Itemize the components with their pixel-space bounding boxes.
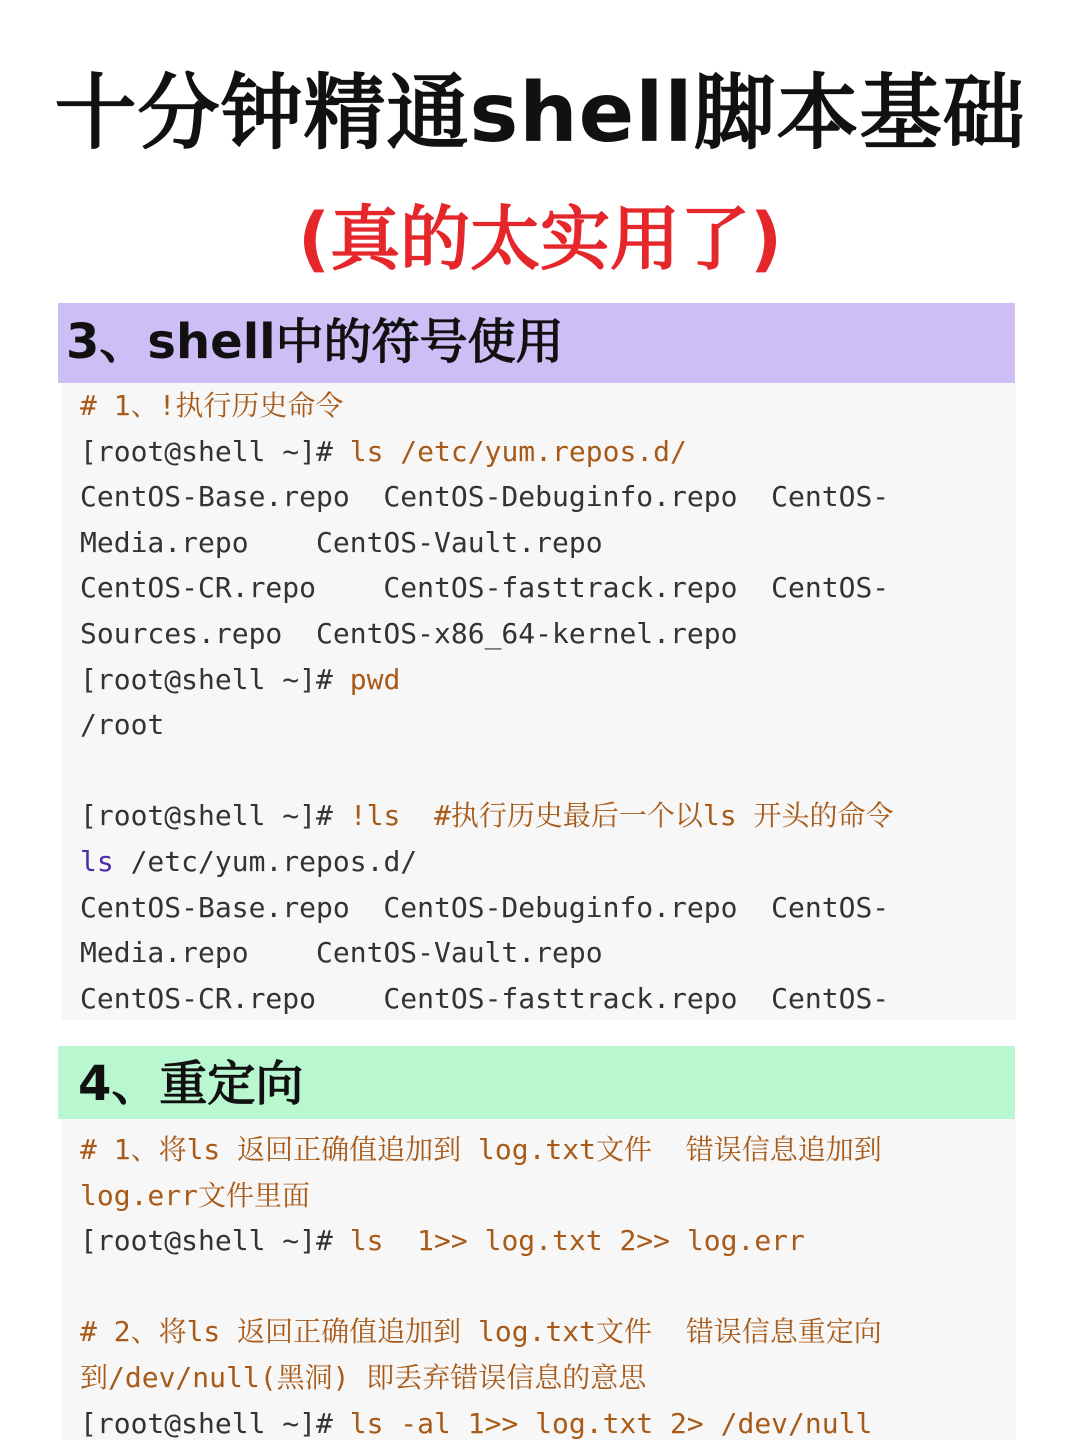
code-line — [80, 930, 1016, 976]
command-output: Sources.repo CentOS-x86_64-kernel.repo — [80, 616, 738, 650]
code-line — [80, 474, 1016, 520]
code-comment: log.err文件里面 — [80, 1178, 311, 1212]
code-line — [80, 1127, 1016, 1173]
shell-command: ls /etc/yum.repos.d/ — [349, 434, 687, 468]
command-output: Media.repo CentOS-Vault.repo — [80, 525, 603, 559]
section-4-heading: 4、重定向 — [58, 1046, 1015, 1119]
command-output: CentOS-Base.repo CentOS-Debuginfo.repo CentOS- — [80, 480, 890, 514]
code-blank-line — [80, 1264, 1016, 1310]
code-comment: #执行历史最后一个以ls 开头的命令 — [434, 799, 894, 833]
shell-command: !ls — [349, 799, 401, 833]
shell-command: pwd — [349, 662, 401, 696]
code-line — [80, 657, 1016, 703]
code-line — [80, 839, 1016, 885]
code-line — [80, 976, 1016, 1022]
command-output: CentOS-CR.repo CentOS-fasttrack.repo CentOS- — [80, 571, 890, 605]
code-comment: # 1、!执行历史命令 — [80, 389, 344, 422]
shell-prompt: [root@shell ~]# — [80, 434, 333, 468]
shell-prompt: [root@shell ~]# — [80, 662, 333, 696]
command-output: /root — [80, 708, 165, 742]
echoed-command-keyword: ls — [80, 844, 114, 878]
code-line — [80, 383, 1016, 429]
code-line — [80, 1401, 1016, 1446]
section-3-code-block — [62, 383, 1016, 1020]
page-title: 十分钟精通shell脚本基础 — [54, 66, 1026, 161]
shell-prompt: [root@shell ~]# — [80, 1224, 333, 1258]
command-output: CentOS-CR.repo CentOS-fasttrack.repo CentOS- — [80, 981, 890, 1015]
code-line — [80, 1218, 1016, 1264]
code-comment: # 2、将ls 返回正确值追加到 log.txt文件 错误信息重定向 — [80, 1315, 882, 1349]
section-3-heading: 3、shell中的符号使用 — [58, 303, 1015, 383]
code-line — [80, 520, 1016, 566]
code-line — [80, 611, 1016, 657]
section-4-code-block — [62, 1119, 1016, 1440]
code-line — [80, 1309, 1016, 1355]
code-blank-line — [80, 748, 1016, 794]
code-line — [80, 565, 1016, 611]
shell-prompt: [root@shell ~]# — [80, 799, 333, 833]
code-line — [80, 429, 1016, 475]
command-output: Media.repo CentOS-Vault.repo — [80, 936, 603, 970]
code-line — [80, 1355, 1016, 1401]
page-subtitle: (真的太实用了) — [298, 198, 782, 280]
shell-command: ls -al 1>> log.txt 2> /dev/null — [349, 1406, 873, 1440]
code-line — [80, 885, 1016, 931]
code-comment: 到/dev/null(黑洞) 即丢弃错误信息的意思 — [80, 1360, 647, 1394]
code-line — [80, 1173, 1016, 1219]
echoed-command-args: /etc/yum.repos.d/ — [130, 844, 418, 878]
shell-prompt: [root@shell ~]# — [80, 1406, 333, 1440]
shell-command: ls 1>> log.txt 2>> log.err — [349, 1224, 805, 1258]
code-comment: # 1、将ls 返回正确值追加到 log.txt文件 错误信息追加到 — [80, 1133, 882, 1166]
code-line — [80, 702, 1016, 748]
command-output: CentOS-Base.repo CentOS-Debuginfo.repo CentOS- — [80, 890, 890, 924]
code-line — [80, 793, 1016, 839]
